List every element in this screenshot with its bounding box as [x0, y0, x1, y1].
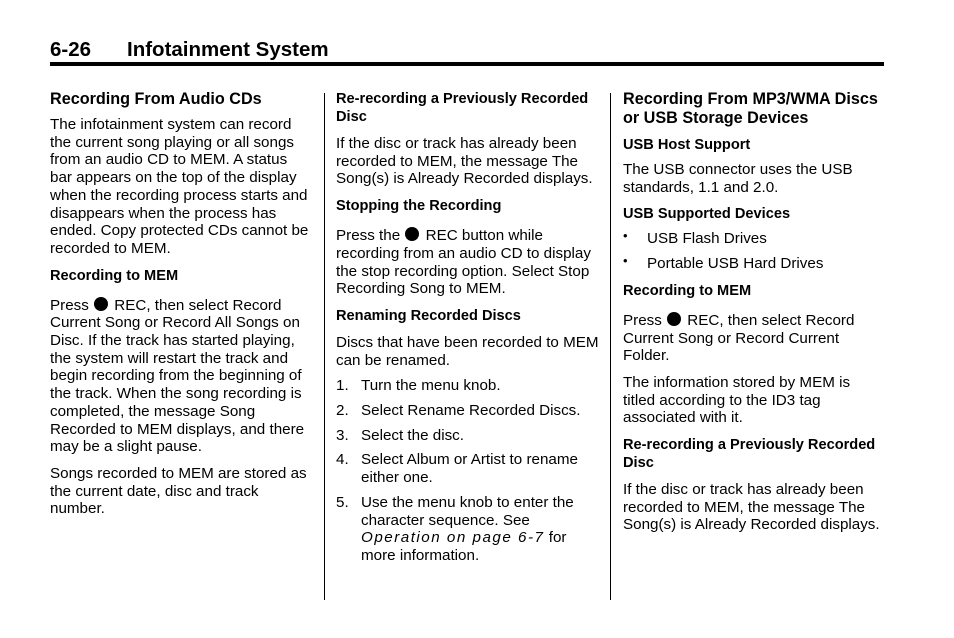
- bullet-icon: •: [623, 253, 628, 269]
- subheading-renaming: Renaming Recorded Discs: [336, 307, 521, 324]
- devices-list: [623, 230, 885, 272]
- header-rule: [50, 62, 884, 66]
- section-title: Recording From Audio CDs: [50, 90, 262, 108]
- section-title: Recording From MP3/WMA Discs or USB Storage Devices: [623, 90, 878, 127]
- renaming-paragraph: Discs that have been recorded to MEM can be renamed.: [336, 333, 599, 369]
- list-item: 5. Use the menu knob to enter the character sequence. See Operation on page 6-7 for more information.: [336, 493, 574, 564]
- page-reference-link[interactable]: Operation on page 6-7: [361, 529, 545, 547]
- rec-button-icon: [667, 312, 681, 326]
- closing-paragraph: Songs recorded to MEM are stored as the current date, disc and track number.: [50, 464, 307, 518]
- column-divider: [324, 93, 325, 600]
- id3-paragraph: The information stored by MEM is titled according to the ID3 tag associated with it.: [623, 373, 851, 427]
- rerecording-paragraph: If the disc or track has already been recorded to MEM, the message The Song(s) is Already Recorded displays.: [623, 481, 880, 534]
- subheading-rerecording: Re-recording a Previously Recorded Disc: [336, 91, 589, 125]
- rerecording-paragraph: If the disc or track has already been recorded to MEM, the message The Song(s) is Already Recorded displays.: [336, 135, 593, 188]
- list-item: 2. Select Rename Recorded Discs.: [336, 402, 581, 420]
- subheading-recording-to-mem: Recording to MEM: [50, 267, 179, 284]
- column-2: [336, 90, 600, 572]
- column-1: [50, 90, 312, 518]
- page-header: [50, 38, 884, 64]
- instruction-paragraph: [50, 297, 312, 456]
- instruction-text: REC, then select Record Current Song or Record All Songs on Disc. If the track has started playing, the system will restart the track and begin recording from the beginning of the track. When the song recording is completed, the message Song Recorded to MEM displays, and there may be a slight pause.: [50, 296, 305, 456]
- bullet-icon: •: [623, 228, 628, 244]
- rec-button-icon: [405, 227, 419, 241]
- press-text: Press: [623, 311, 662, 329]
- column-divider: [610, 93, 611, 600]
- rec-button-icon: [94, 297, 108, 311]
- instruction-paragraph: [623, 312, 885, 365]
- subheading-usb-host: USB Host Support: [623, 137, 751, 153]
- press-text: Press: [50, 296, 89, 314]
- subheading-stopping: Stopping the Recording: [336, 198, 502, 215]
- chapter-title: Infotainment System: [127, 38, 329, 61]
- list-item: 3. Select the disc.: [336, 426, 464, 444]
- list-item: • USB Flash Drives: [623, 228, 767, 248]
- usb-host-paragraph: The USB connector uses the USB standards, 1.1 and 2.0.: [623, 161, 853, 196]
- press-text: Press the: [336, 227, 401, 245]
- subheading-rerecording: Re-recording a Previously Recorded Disc: [623, 437, 876, 472]
- page-number: 6-26: [50, 38, 92, 61]
- subheading-recording-to-mem: Recording to MEM: [623, 282, 752, 299]
- list-item: 1. Turn the menu knob.: [336, 377, 501, 395]
- intro-paragraph: The infotainment system can record the current song playing or all songs from an audio CD to MEM. A status bar appears on the top of the display when the recording process starts and disappears when the process has ended. Copy protected CDs cannot be recorded to MEM.: [50, 116, 309, 257]
- stopping-text: REC button while recording from an audio CD to display the stop recording option. Select Stop Recording Song to MEM.: [336, 227, 591, 298]
- subheading-usb-devices: USB Supported Devices: [623, 206, 791, 223]
- column-3: [623, 90, 885, 534]
- steps-list: [336, 377, 600, 564]
- list-item: • Portable USB Hard Drives: [623, 253, 824, 273]
- list-item: 4. Select Album or Artist to rename either one.: [336, 451, 578, 487]
- stopping-paragraph: [336, 227, 600, 298]
- instruction-text: REC, then select Record Current Song or Record Current Folder.: [623, 311, 855, 365]
